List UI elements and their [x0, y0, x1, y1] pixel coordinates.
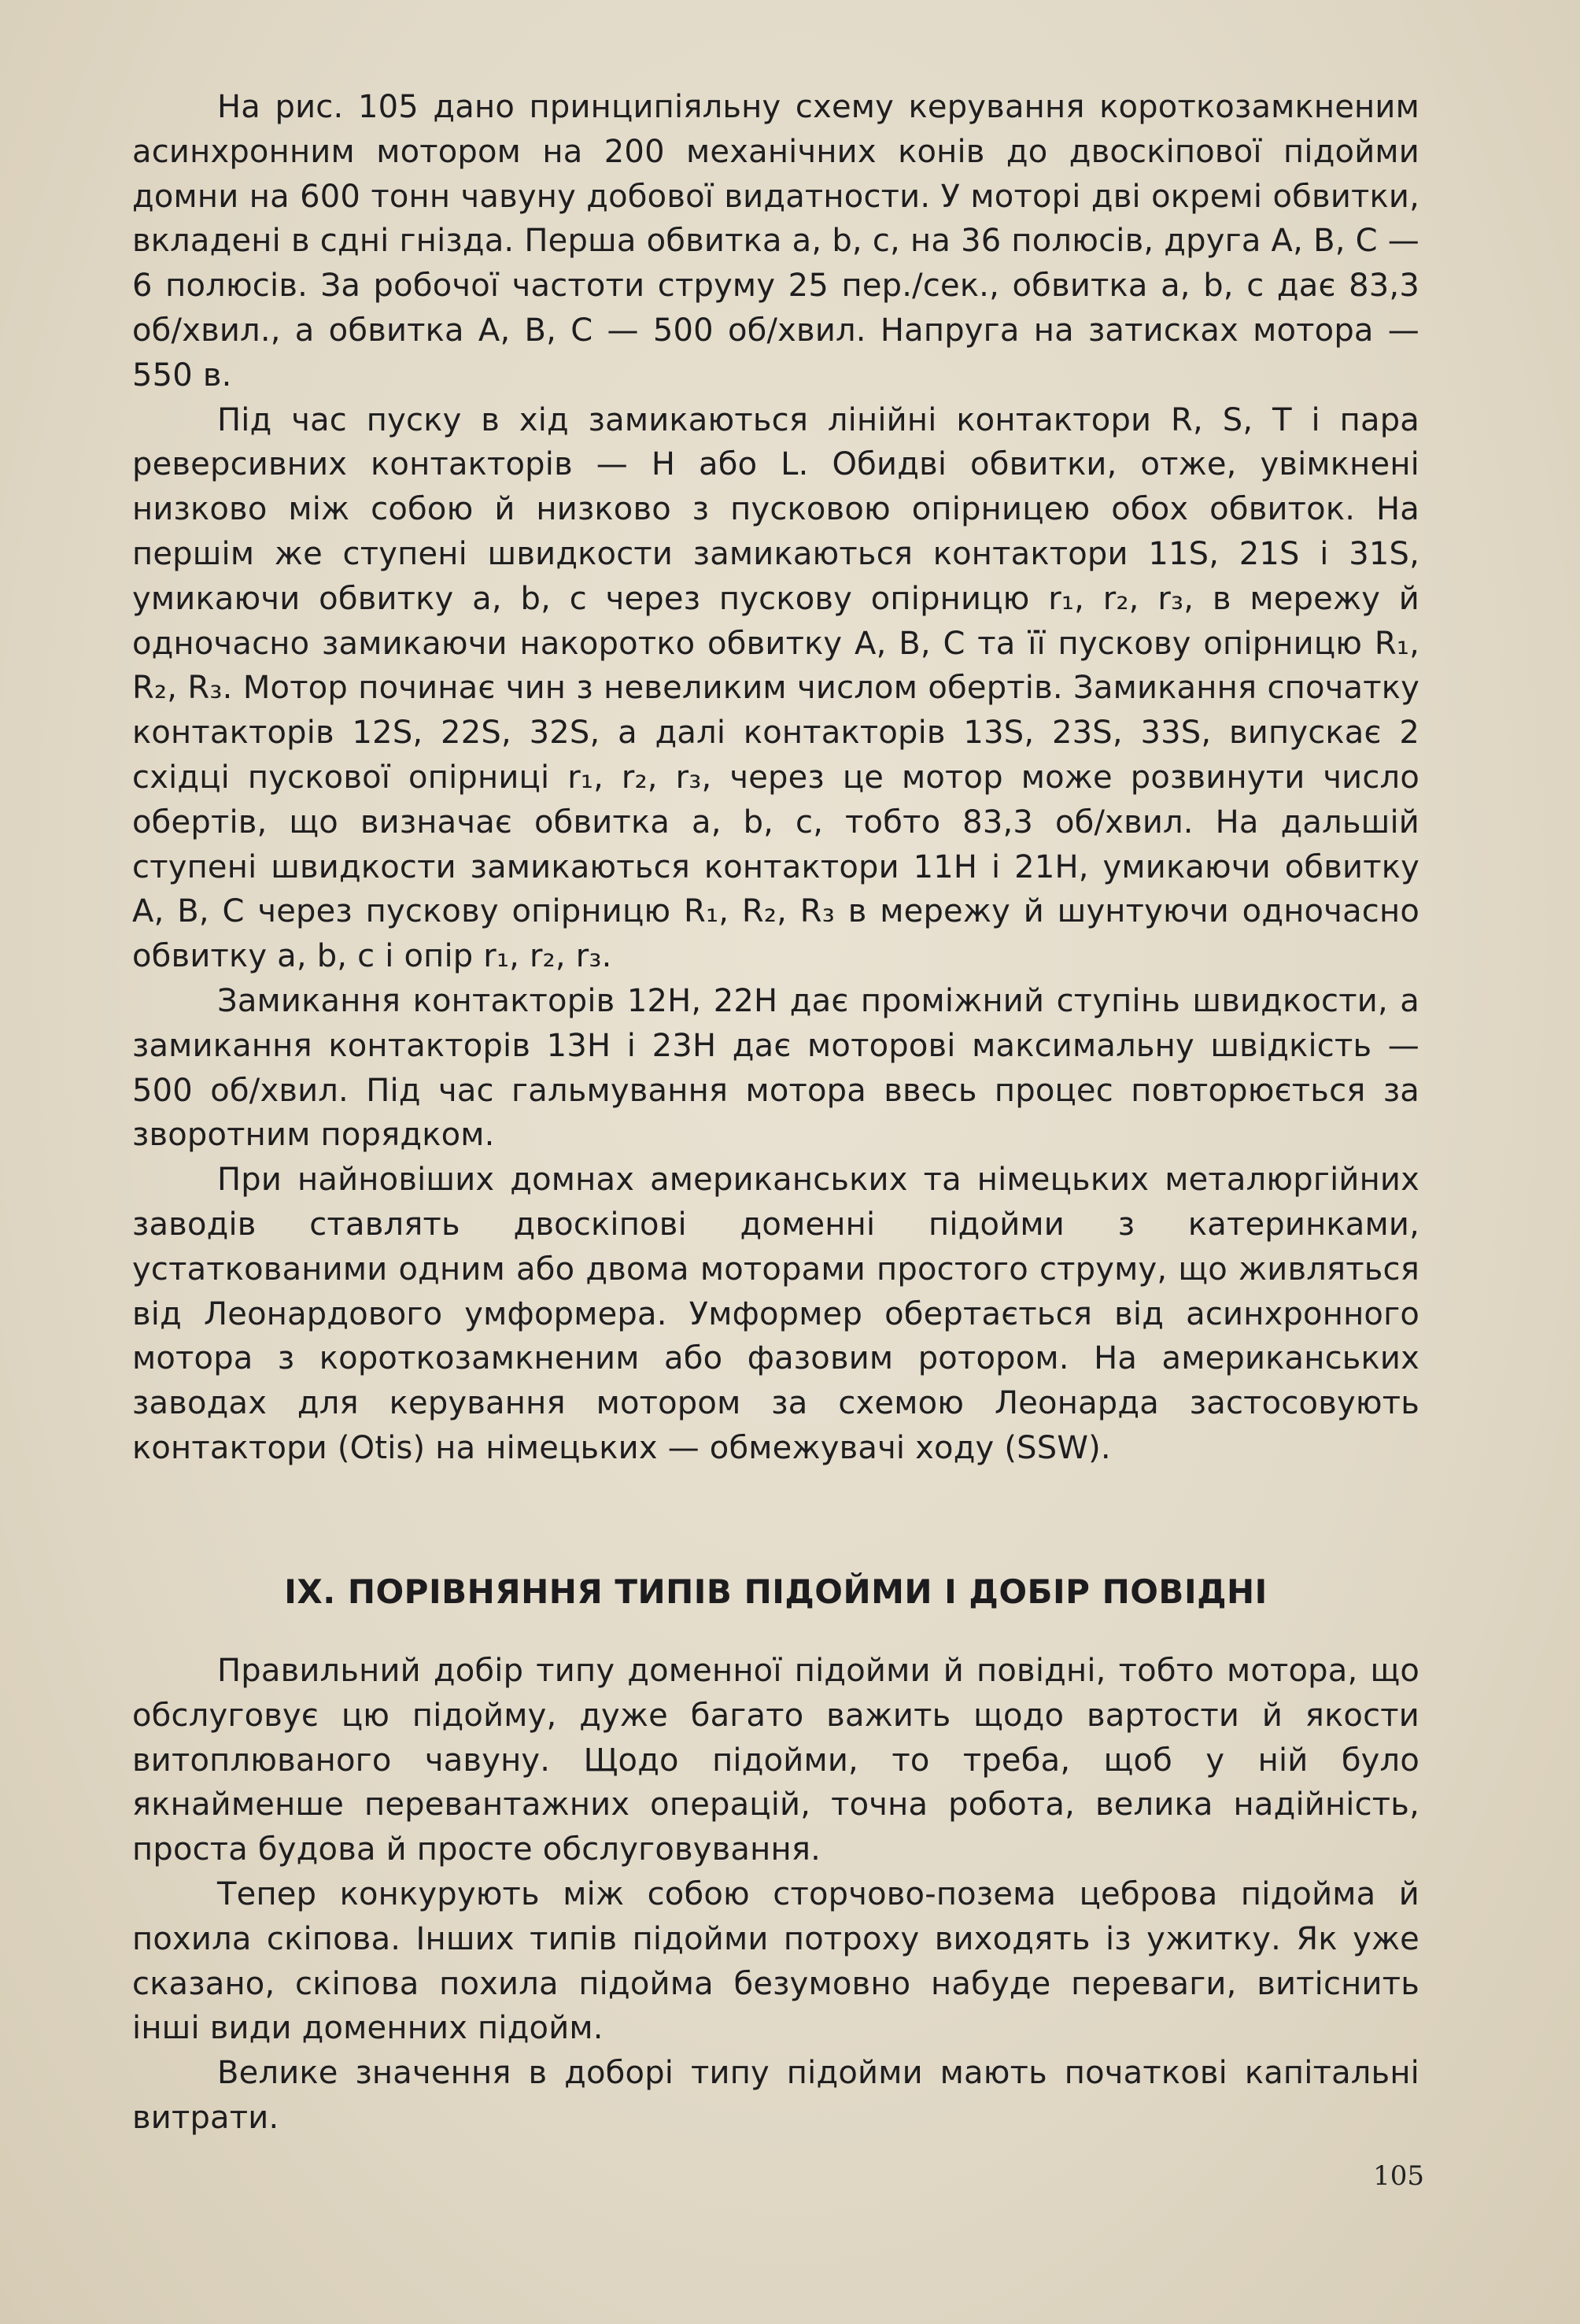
- paragraph-motor-scheme: На рис. 105 дано принципіяльну схему керування короткозамкненим асинхронним мотором на 200 механічних конів до двоскіпової підойми домни на 600 тонн чавуну добової видатности. У моторі дві окремі обвитки, вкладені в сдні гнізда. Перша обвитка a, b, c, на 36 полюсів, друга A, B, C — 6 полюсів. За робочої частоти струму 25 пер./сек., обвитка a, b, c дає 83,3 об/хвил., а обвитка A, B, C — 500 об/хвил. Напруга на затисках мотора — 550 в.: [132, 89, 1419, 393]
- paragraph-hoist-competition: Тепер конкурують між собою сторчово-позема цеброва підойма й похила скіпова. Інших типів підойми потроху виходять із ужитку. Як уже сказано, скіпова похила підойма безумовно набуде переваги, витіснить інші види доменних підойм.: [132, 1875, 1419, 2047]
- paragraph-modern-furnaces: При найновіших домнах американських та німецьких металюргійних заводів ставлять двоскіпові доменні підойми з катеринками, устаткованими одним або двома моторами простого струму, що живляться від Леонардового умформера. Умформер обертається від асинхронного мотора з короткозамкненим або фазовим ротором. На американських заводах для керування мотором за схемою Леонарда застосовують контактори (Otis) на німецьких — обмежувачі ходу (SSW).: [132, 1162, 1419, 1466]
- paragraph-capital-costs: Велике значення в доборі типу підойми мають початкові капітальні витрати.: [132, 2055, 1419, 2136]
- paragraph-hoist-choice: Правильний добір типу доменної підойми й повідні, тобто мотора, що обслуговує цю підойму, дуже багато важить щодо вартости й якости витоплюваного чавуну. Щодо підойми, то треба, щоб у ній було якнайменше перевантажних операцій, точна робота, велика надійність, проста будова й просте обслуговування.: [132, 1653, 1419, 1868]
- page-number: 105: [1373, 2160, 1424, 2192]
- paragraph-startup-sequence: Під час пуску в хід замикаються лінійні контактори R, S, T і пара реверсивних контакторів — H або L. Обидві обвитки, отже, увімкнені низково між собою й низково з пусковою опірницею обох обвиток. На першім же ступені швидкости замикаються контактори 11S, 21S і 31S, умикаючи обвитку a, b, c через пускову опірницю r₁, r₂, r₃, в мережу й одночасно замикаючи накоротко обвитку A, B, C та її пускову опірницю R₁, R₂, R₃. Мотор починає чин з невеликим числом обертів. Замикання спочатку контакторів 12S, 22S, 32S, а далі контакторів 13S, 23S, 33S, випускає 2 східці пускової опірниці r₁, r₂, r₃, через це мотор може розвинути число обертів, що визначає обвитка a, b, c, тобто 83,3 об/хвил. На дальшій ступені швидкости замикаються контактори 11H і 21H, умикаючи обвитку A, B, C через пускову опірницю R₁, R₂, R₃ в мережу й шунтуючи одночасно обвитку a, b, c і опір r₁, r₂, r₃.: [132, 401, 1419, 975]
- body-text-bottom: [132, 1649, 1419, 2141]
- paragraph-max-speed: Замикання контакторів 12H, 22H дає проміжний ступінь швидкости, а замикання контакторів 13H і 23H дає моторові максимальну швідкість — 500 об/хвил. Під час гальмування мотора ввесь процес повторюється за зворотним порядком.: [132, 982, 1419, 1154]
- body-text-top: [132, 85, 1419, 1471]
- section-heading: IX. ПОРІВНЯННЯ ТИПІВ ПІДОЙМИ І ДОБІР ПОВІДНІ: [284, 1572, 1268, 1611]
